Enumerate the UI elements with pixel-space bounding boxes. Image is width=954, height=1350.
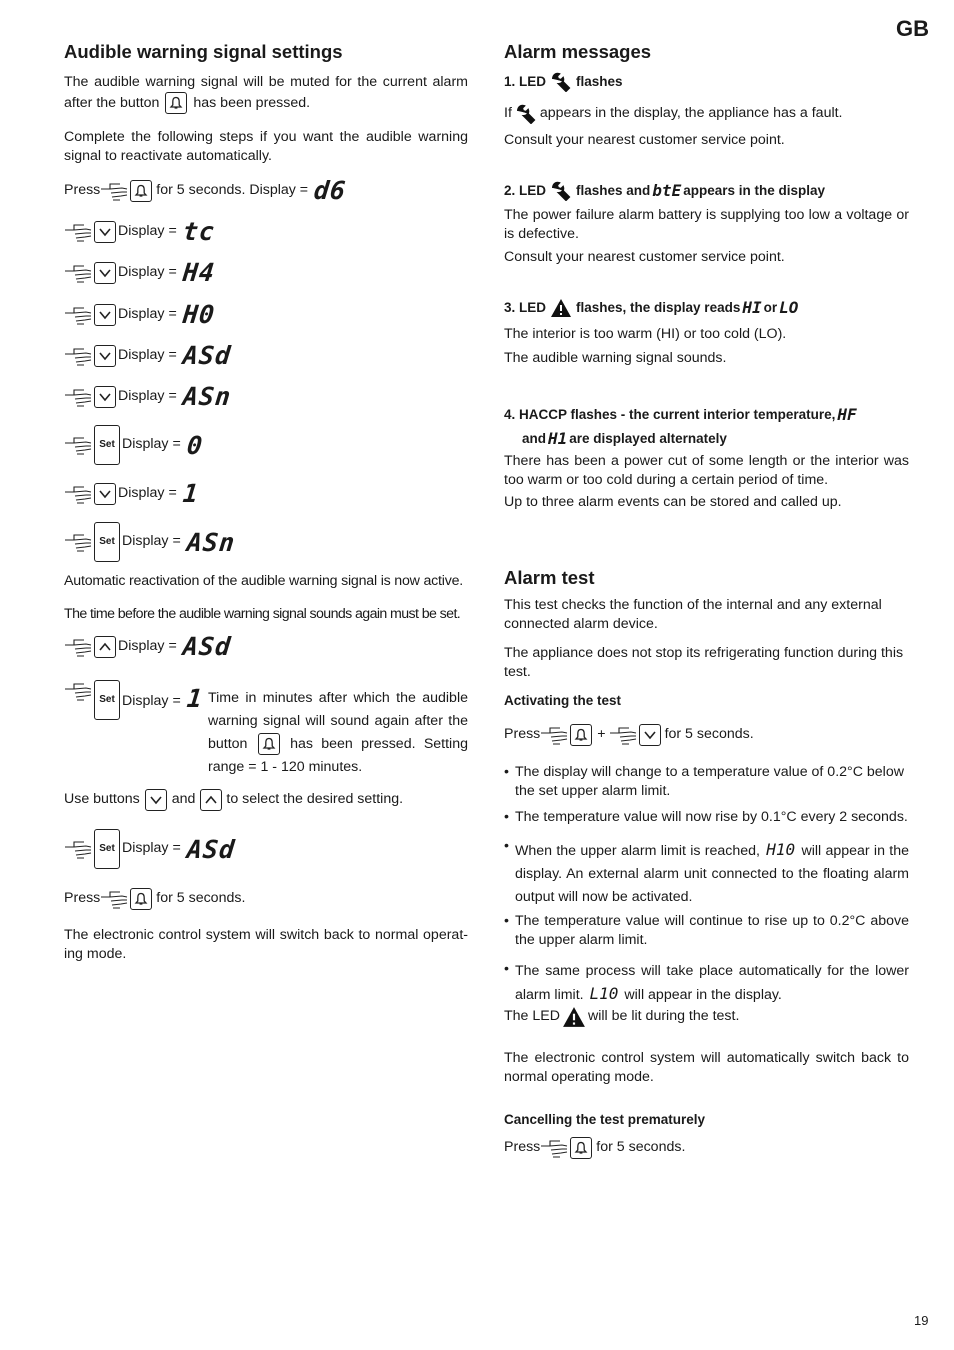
up-button[interactable] [94, 636, 116, 658]
led3-text-2: The audible warning signal sounds. [504, 350, 727, 366]
hand-icon [64, 304, 92, 326]
page-number: 19 [914, 1313, 929, 1328]
hand-icon [64, 262, 92, 284]
haccp-title-1: 4. HACCP flashes - the current interior temperature, HF [504, 405, 857, 424]
led2-title: 2. LED flashes and btE appears in the display [504, 181, 825, 200]
bullet-item: • The display will change to a temperature value of 0.2°C below the set upper alarm limit. [504, 764, 904, 800]
consult-text: Consult your nearest customer service point. [504, 249, 785, 265]
down-button[interactable] [94, 483, 116, 505]
down-button[interactable] [94, 221, 116, 243]
step-6: Display = ASn [64, 384, 231, 409]
step-5: Display = ASd [64, 343, 231, 368]
wrench-icon [550, 72, 572, 92]
down-button[interactable] [145, 789, 167, 811]
cancel-heading: Cancelling the test prematurely [504, 1112, 706, 1127]
display-code: ASd [181, 632, 233, 661]
wrench-icon [515, 104, 537, 124]
alarm-messages-heading: Alarm messages [504, 41, 652, 62]
step-1: Press for 5 seconds. Display = d6 [64, 176, 348, 205]
use-buttons-line: Use buttons and to select the desired setting. [64, 789, 403, 811]
step-4: Display = H0 [64, 302, 215, 327]
page-language-tag: GB [896, 16, 929, 41]
display-code: H4 [181, 258, 217, 287]
display-code: ASd [185, 834, 237, 864]
activate-line: Press + for 5 seconds. [504, 724, 754, 746]
hand-icon [64, 483, 92, 505]
hand-icon [64, 434, 92, 456]
section-heading: Audible warning signal settings [64, 41, 343, 62]
intro-paragraph: The audible warning signal will be muted for the current alarm after the button has been pressed. [64, 73, 468, 114]
display-code: d6 [312, 176, 348, 205]
set-button[interactable]: Set [94, 680, 120, 720]
switch-back-text: The electronic control system will automatically switch back to normal operating mode. [504, 1050, 909, 1086]
hand-icon [64, 386, 92, 408]
hand-icon [64, 221, 92, 243]
hand-icon [540, 724, 568, 746]
display-code: btE [652, 181, 682, 200]
alarm-button[interactable] [165, 92, 187, 114]
hand-icon [64, 838, 92, 860]
hand-icon [64, 636, 92, 658]
alarm-button[interactable] [130, 888, 152, 910]
consult-text: Consult your nearest customer service point. [504, 132, 785, 148]
warning-icon [562, 1006, 586, 1028]
display-code: L10 [589, 984, 619, 1003]
set-button[interactable]: Set [94, 829, 120, 869]
haccp-text-1: There has been a power cut of some length or the interior was too warm or too cold during a certain period of time. [504, 453, 909, 489]
hand-icon [64, 531, 92, 553]
bullet-item: • The temperature value will now rise by 0.1°C every 2 seconds. [504, 809, 908, 825]
haccp-text-2: Up to three alarm events can be stored and called up. [504, 494, 842, 510]
display-code: HI [742, 298, 762, 317]
alarm-button[interactable] [258, 733, 280, 755]
led1-title: 1. LED flashes [504, 72, 623, 92]
time-set-text: The time before the audible warning signal sounds again must be set. [64, 606, 461, 622]
down-button[interactable] [94, 345, 116, 367]
display-code: ASn [185, 527, 237, 557]
led-lit-line: The LED will be lit during the test. [504, 1006, 739, 1028]
step-8: Display = 1 [64, 481, 199, 506]
wrench-icon [550, 181, 572, 201]
down-button[interactable] [94, 262, 116, 284]
display-code: tc [181, 217, 217, 246]
test-text-2: The appliance does not stop its refrigerating function during this test. [504, 645, 904, 681]
display-code: 1 [185, 684, 205, 713]
display-code: LO [779, 298, 799, 317]
step-11: Set Display = 1 [64, 680, 203, 720]
up-button[interactable] [200, 789, 222, 811]
set-button[interactable]: Set [94, 522, 120, 562]
step-7: Set Display = 0 [64, 425, 203, 465]
display-code: H10 [766, 840, 796, 859]
hand-icon [100, 888, 128, 910]
led2-text: The power failure alarm battery is supplying too low a voltage or is defective. [504, 207, 909, 243]
auto-reactivation-text: Automatic reactivation of the audible warning signal is now active. [64, 573, 464, 589]
hand-icon [540, 1137, 568, 1159]
bullet-item: • When the upper alarm limit is reached, H10 will appear in the display. An external alarm unit connected to the floating alarm output will now be activated. [504, 838, 909, 905]
led1-text: If appears in the display, the appliance has a fault. [504, 104, 843, 124]
test-text-1: This test checks the function of the internal and any external connected alarm device. [504, 597, 882, 633]
hand-icon [64, 345, 92, 367]
cancel-line: Press for 5 seconds. [504, 1137, 685, 1159]
display-code: 1 [181, 479, 201, 508]
step-9: Set Display = ASn [64, 522, 235, 562]
display-code: ASd [181, 341, 233, 370]
step-13: Press for 5 seconds. [64, 888, 245, 910]
steps-intro: Complete the following steps if you want the audible warning signal to reactivate automatically. [64, 129, 468, 165]
down-button[interactable] [94, 304, 116, 326]
down-button[interactable] [94, 386, 116, 408]
display-code: 0 [185, 430, 205, 460]
alarm-test-heading: Alarm test [504, 567, 595, 588]
set-button[interactable]: Set [94, 425, 120, 465]
bullet-item: • The temperature value will continue to rise up to 0.2°C above the upper alarm limit. [504, 913, 909, 949]
alarm-button[interactable] [570, 1137, 592, 1159]
led3-title: 3. LED flashes, the display reads HI or LO [504, 298, 799, 317]
hand-icon [64, 680, 92, 702]
warning-icon [550, 298, 572, 318]
hand-icon [609, 724, 637, 746]
display-code: HF [837, 405, 857, 424]
bullet-item: • The same process will take place automatically for the lower alarm limit. L10 will appear in the display. [504, 960, 909, 1007]
step-2: Display = tc [64, 219, 215, 244]
haccp-title-2: and H1 are displayed alternately [522, 429, 727, 448]
alarm-button[interactable] [570, 724, 592, 746]
time-description: Time in minutes after which the audible warning signal will sound again after the button has been pressed. Setting range = 1 - 120 minutes. [208, 690, 468, 775]
step-12: Set Display = ASd [64, 829, 235, 869]
alarm-button[interactable] [130, 180, 152, 202]
activating-heading: Activating the test [504, 693, 622, 708]
hand-icon [100, 180, 128, 202]
step-10: Display = ASd [64, 634, 231, 659]
final-text: The electronic control system will switch back to normal operat-ing mode. [64, 927, 468, 963]
step-3: Display = H4 [64, 260, 215, 285]
display-code: H1 [548, 429, 568, 448]
display-code: ASn [181, 382, 233, 411]
display-code: H0 [181, 300, 217, 329]
led3-text-1: The interior is too warm (HI) or too cold (LO). [504, 326, 787, 342]
down-button[interactable] [639, 724, 661, 746]
